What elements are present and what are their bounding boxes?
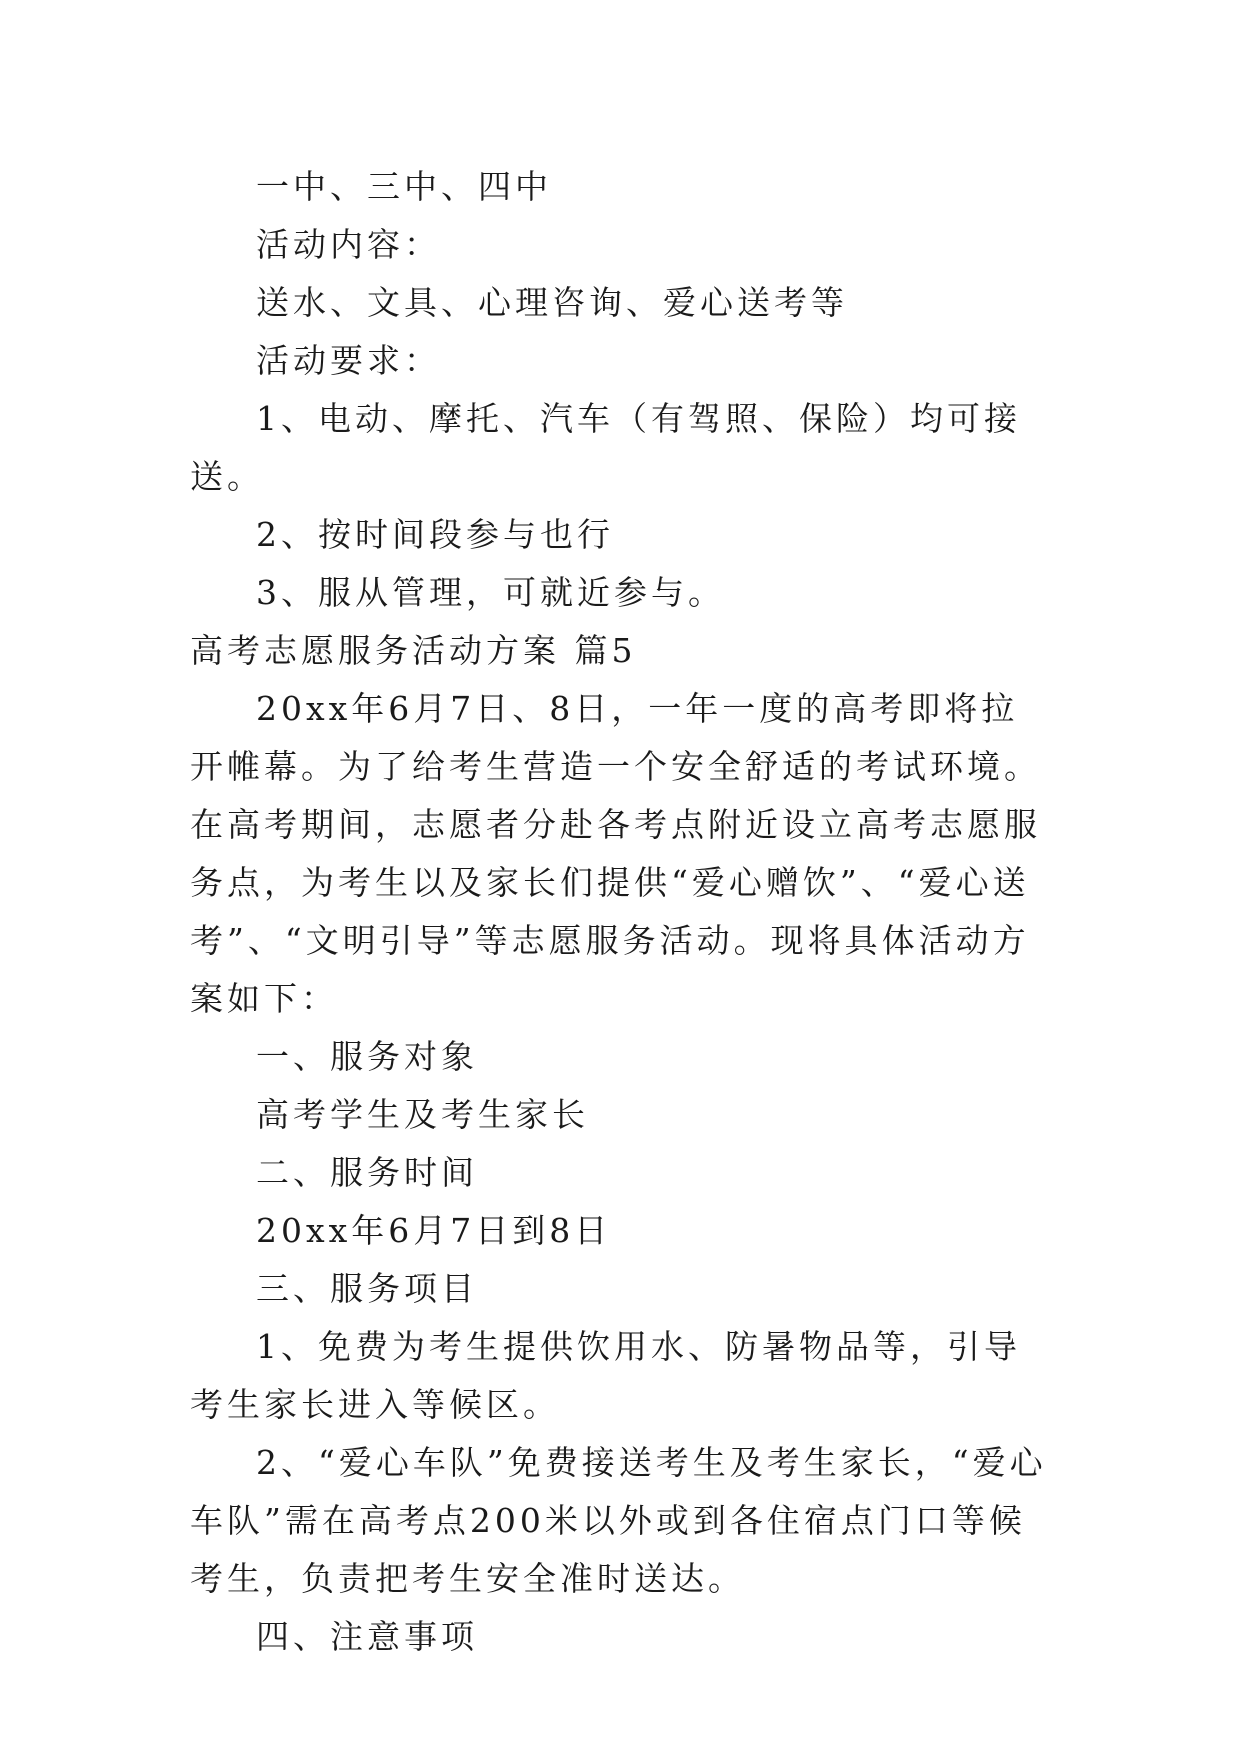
paragraph-content-label: 活动内容： <box>256 225 441 264</box>
heading-service-items: 三、服务项目 <box>256 1269 478 1308</box>
paragraph-requirement-2: 2、按时间段参与也行 <box>256 515 614 554</box>
paragraph-requirement-1: 1、电动、摩托、汽车（有驾照、保险）均可接送。 <box>190 399 1021 496</box>
paragraph-requirements-label: 活动要求： <box>256 341 441 380</box>
paragraph-service-item-1: 1、免费为考生提供饮用水、防暑物品等，引导考生家长进入等候区。 <box>190 1327 1021 1424</box>
paragraph-service-time: 20xx年6月7日到8日 <box>256 1211 612 1250</box>
paragraph-content: 送水、文具、心理咨询、爱心送考等 <box>256 283 848 322</box>
heading-service-time: 二、服务时间 <box>256 1153 478 1192</box>
paragraph-requirement-3: 3、服从管理，可就近参与。 <box>256 573 725 612</box>
heading-notes: 四、注意事项 <box>256 1617 478 1656</box>
section-title: 高考志愿服务活动方案 篇5 <box>190 631 637 670</box>
document-body <box>190 158 1050 1666</box>
heading-service-target: 一、服务对象 <box>256 1037 478 1076</box>
paragraph-service-item-2: 2、“爱心车队”免费接送考生及考生家长，“爱心车队”需在高考点200米以外或到各住宿点门口等候考生，负责把考生安全准时送达。 <box>190 1443 1047 1598</box>
paragraph-intro: 20xx年6月7日、8日，一年一度的高考即将拉开帷幕。为了给考生营造一个安全舒适的考试环境。在高考期间，志愿者分赴各考点附近设立高考志愿服务点，为考生以及家长们提供“爱心赠饮”、“爱心送考”、“文明引导”等志愿服务活动。现将具体活动方案如下： <box>190 689 1041 1018</box>
paragraph-schools: 一中、三中、四中 <box>256 167 552 206</box>
paragraph-service-target: 高考学生及考生家长 <box>256 1095 589 1134</box>
